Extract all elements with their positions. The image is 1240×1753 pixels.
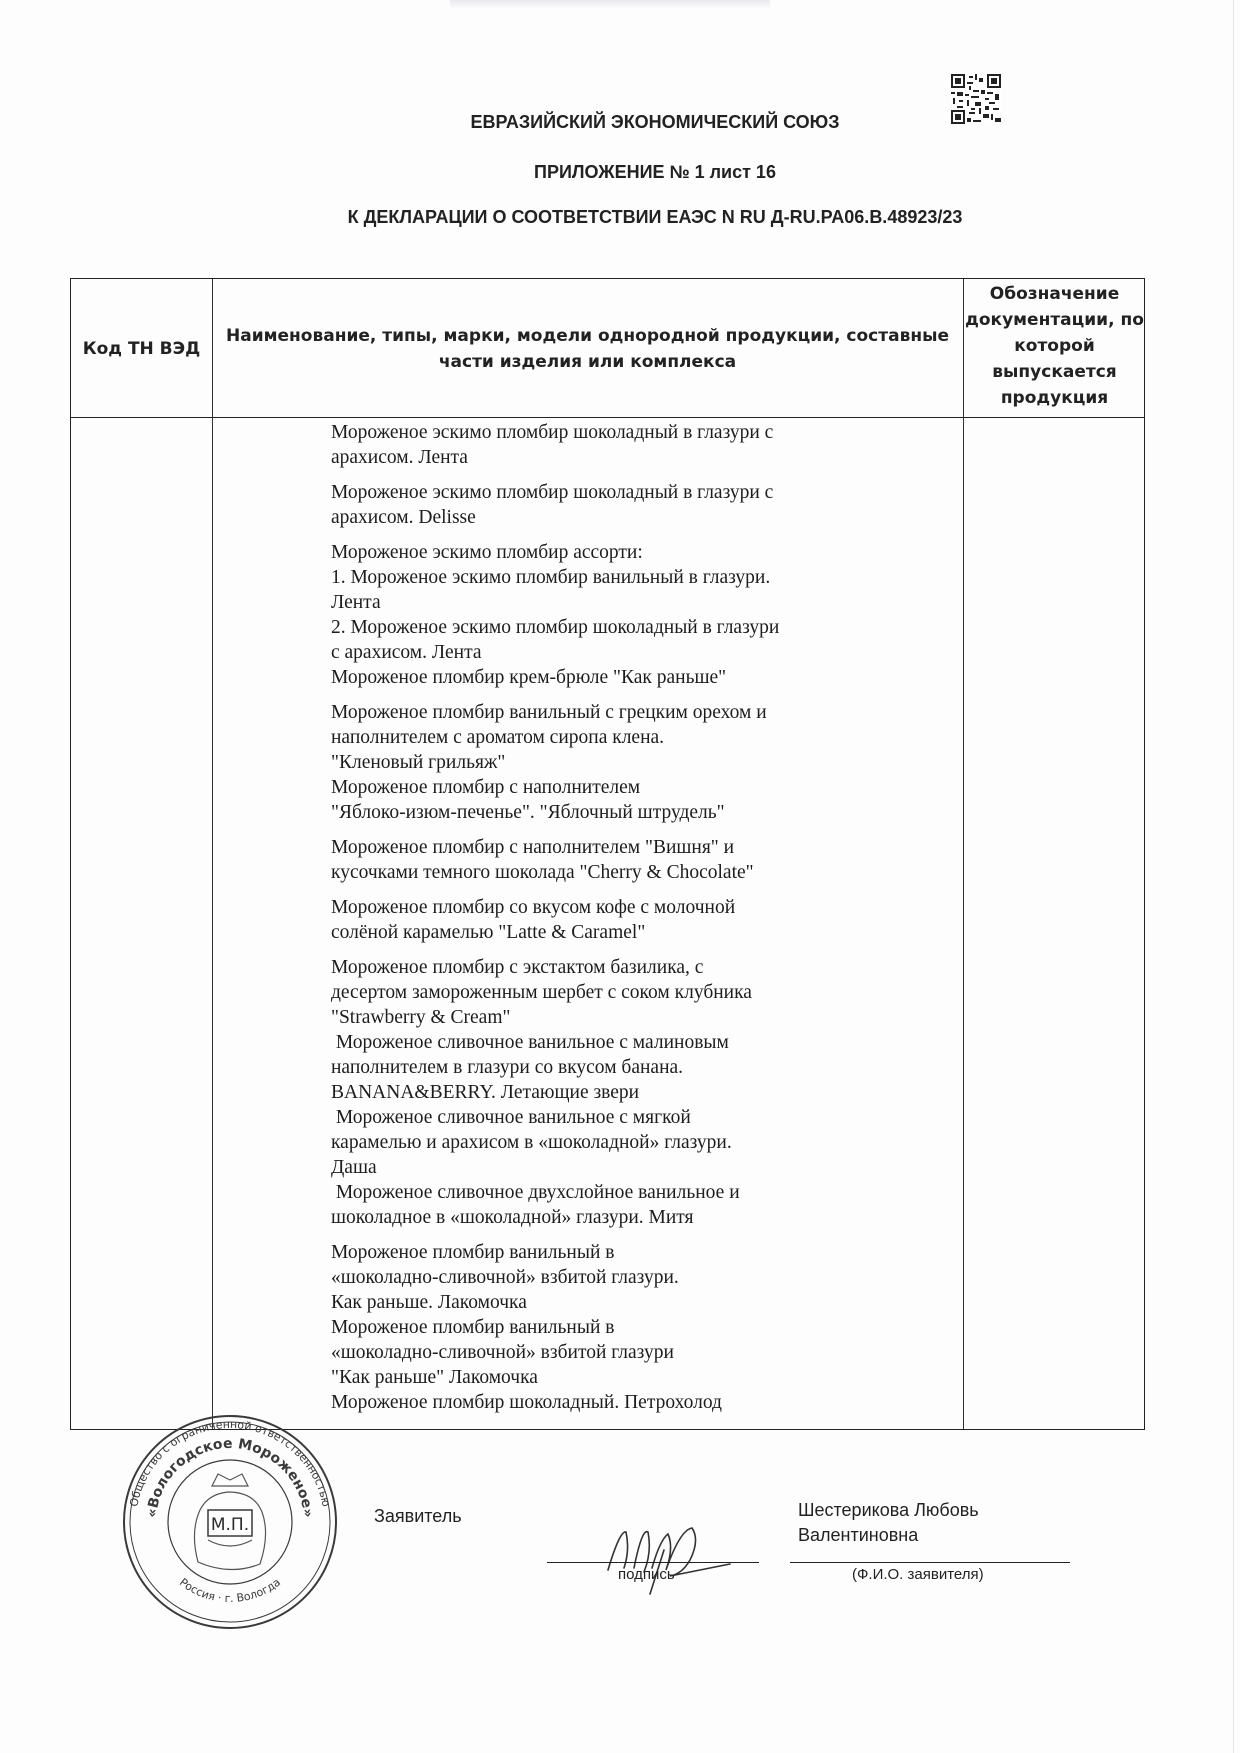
applicant-name: Шестерикова Любовь Валентиновна <box>798 1500 979 1545</box>
product-item: Мороженое сливочное ванильное с малиновым наполнителем в глазури со вкусом банана. BANANA&BERRY. Летающие звери <box>331 1032 729 1103</box>
column-divider <box>963 279 964 1429</box>
stamp-city-text: Россия · г. Вологда <box>177 1575 283 1606</box>
product-item: Мороженое пломбир ванильный в «шоколадно-сливочной» взбитой глазури. Как раньше. Лакомочка <box>331 1242 679 1313</box>
product-item: Мороженое пломбир крем-брюле "Как раньше" <box>331 667 727 688</box>
name-caption: (Ф.И.О. заявителя) <box>852 1566 984 1583</box>
name-line <box>790 1562 1070 1563</box>
handwritten-signature <box>590 1510 740 1600</box>
scan-bleed <box>450 0 770 8</box>
product-item: Мороженое эскимо пломбир ассорти: 1. Мороженое эскимо пломбир ванильный в глазури. Лента 2. Мороженое эскимо пломбир шоколадный в глазури с арахисом. Лента <box>331 542 780 663</box>
product-item: Мороженое пломбир с экстактом базилика, с десертом замороженным шербет с соком клубника "Strawberry & Cream" <box>331 957 752 1028</box>
product-list <box>331 420 891 1415</box>
signature-caption: подпись <box>618 1566 675 1583</box>
product-item: Мороженое пломбир ванильный с грецким орехом и наполнителем с ароматом сиропа клена. "Кленовый грильяж" <box>331 702 767 773</box>
column-header-name: Наименование, типы, марки, модели однородной продукции, составные части изделия или комплекса <box>226 326 949 372</box>
product-item: Мороженое пломбир с наполнителем "Вишня" и кусочками темного шоколада "Cherry & Chocolate" <box>331 837 754 883</box>
product-item: Мороженое пломбир со вкусом кофе с молочной солёной карамелью "Latte & Caramel" <box>331 897 736 943</box>
product-item: Мороженое пломбир с наполнителем "Яблоко-изюм-печенье". "Яблочный штрудель" <box>331 777 725 823</box>
column-header-documentation: Обозначение документации, по которой выпускается продукция <box>965 284 1144 408</box>
stamp-mp-text: М.П. <box>210 1515 250 1535</box>
header-divider <box>71 417 1144 418</box>
union-title: ЕВРАЗИЙСКИЙ ЭКОНОМИЧЕСКИЙ СОЮЗ <box>470 112 840 132</box>
column-header-code: Код ТН ВЭД <box>82 339 201 359</box>
applicant-label: Заявитель <box>374 1506 462 1526</box>
product-item: Мороженое эскимо пломбир шоколадный в глазури с арахисом. Delisse <box>331 482 774 528</box>
column-divider <box>212 279 213 1429</box>
product-item: Мороженое эскимо пломбир шоколадный в глазури с арахисом. Лента <box>331 422 774 468</box>
product-item: Мороженое сливочное ванильное с мягкой карамелью и арахисом в «шоколадной» глазури. Даша <box>331 1107 732 1178</box>
signature-line <box>547 1562 759 1563</box>
stamp-outer-text: Общество с ограниченной ответственностью <box>127 1417 333 1508</box>
company-stamp <box>120 1412 340 1632</box>
product-item: Мороженое пломбир ванильный в «шоколадно-сливочной» взбитой глазури "Как раньше" Лакомочка <box>331 1317 674 1388</box>
annex-title: ПРИЛОЖЕНИЕ № 1 лист 16 <box>534 162 776 182</box>
stamp-company-text: «Вологодское Мороженое» <box>144 1435 316 1519</box>
scan-edge <box>1233 0 1234 1753</box>
product-item: Мороженое пломбир шоколадный. Петрохолод <box>331 1392 722 1413</box>
product-item: Мороженое сливочное двухслойное ванильное и шоколадное в «шоколадной» глазури. Митя <box>331 1182 740 1228</box>
declaration-title: К ДЕКЛАРАЦИИ О СООТВЕТСТВИИ ЕАЭС N RU Д-RU.PA06.B.48923/23 <box>347 207 963 227</box>
